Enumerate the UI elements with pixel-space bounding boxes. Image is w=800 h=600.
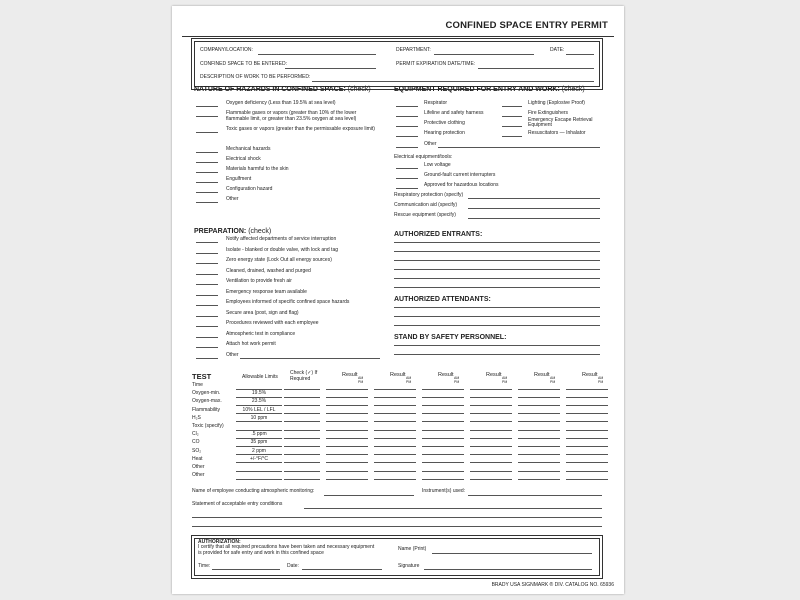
test-heading: TEST — [192, 372, 212, 381]
equipment-label: Hearing protection — [424, 130, 465, 136]
signature-field[interactable] — [424, 569, 592, 570]
prep-label: Attach hot work permit — [226, 341, 276, 347]
result-cell[interactable] — [566, 462, 608, 463]
electrical-item: Ground-fault current interrupters — [424, 172, 496, 178]
result-cell[interactable] — [422, 421, 464, 422]
prep-label: Atmospheric test in compliance — [226, 330, 296, 337]
result-cell[interactable] — [566, 413, 608, 414]
result-cell[interactable] — [326, 389, 368, 390]
electrical-item: Low voltage — [424, 162, 451, 168]
result-cell[interactable] — [470, 397, 512, 398]
standby-line[interactable] — [394, 345, 600, 346]
result-cell[interactable] — [326, 405, 368, 406]
equipment-checkbox[interactable] — [396, 136, 418, 137]
statement-label: Statement of acceptable entry conditions — [192, 501, 283, 507]
prep-label: Ventilation to provide fresh air — [226, 278, 292, 284]
employee-field[interactable] — [324, 495, 414, 496]
specify-field[interactable] — [468, 218, 600, 219]
prep-label: Procedures reviewed with each employee — [226, 320, 319, 326]
test-row-limit: 10% LEL / LFL — [242, 406, 276, 413]
result-header: Result — [438, 372, 454, 378]
result-cell[interactable] — [566, 389, 608, 390]
result-cell[interactable] — [566, 479, 608, 480]
equipment-checkbox[interactable] — [396, 126, 418, 127]
result-cell[interactable] — [518, 471, 560, 472]
result-cell[interactable] — [422, 389, 464, 390]
entrant-line[interactable] — [394, 278, 600, 279]
check-header: Check (✓) If Required — [290, 370, 318, 382]
result-cell[interactable] — [566, 454, 608, 455]
limit-line — [236, 421, 282, 422]
test-row-label: SO₂ — [192, 447, 202, 454]
result-header: Result — [534, 372, 550, 378]
result-cell[interactable] — [518, 413, 560, 414]
result-cell[interactable] — [518, 430, 560, 431]
electrical-checkbox[interactable] — [396, 168, 418, 169]
specify-field[interactable] — [468, 208, 600, 209]
instruments-field[interactable] — [468, 495, 602, 496]
hazard-label: Engulfment — [226, 176, 252, 182]
equipment-label: Respirator — [424, 100, 448, 106]
title-rule — [182, 36, 614, 37]
result-cell[interactable] — [422, 430, 464, 431]
entrant-line[interactable] — [394, 260, 600, 261]
name-field[interactable] — [432, 553, 592, 554]
result-cell[interactable] — [470, 479, 512, 480]
pm-label: PM — [454, 380, 460, 384]
hazard-checkbox[interactable] — [196, 162, 218, 163]
result-cell[interactable] — [470, 430, 512, 431]
check-cell[interactable] — [284, 446, 320, 447]
statement-line-3[interactable] — [192, 526, 602, 527]
hazard-label: Electrical shock — [226, 156, 261, 162]
hazard-label: Materials harmful to the skin — [226, 166, 289, 172]
result-cell[interactable] — [374, 438, 416, 439]
result-cell[interactable] — [422, 454, 464, 455]
preparation-heading: PREPARATION: (check) — [194, 228, 272, 235]
result-cell[interactable] — [566, 438, 608, 439]
result-cell[interactable] — [326, 454, 368, 455]
equipment-other-field[interactable] — [438, 147, 600, 148]
test-row-limit: 2 ppm — [252, 447, 266, 454]
equipment-heading: EQUIPMENT REQUIRED FOR ENTRY AND WORK: (check) — [394, 86, 585, 93]
result-cell[interactable] — [374, 421, 416, 422]
hazards-heading: NATURE OF HAZARDS IN CONFINED SPACE: (check) — [194, 86, 371, 93]
result-cell[interactable] — [566, 471, 608, 472]
specify-field[interactable] — [468, 198, 600, 199]
test-row-label: Other — [192, 464, 205, 470]
equipment-checkbox[interactable] — [502, 136, 522, 137]
check-cell[interactable] — [284, 479, 320, 480]
result-cell[interactable] — [518, 446, 560, 447]
result-cell[interactable] — [470, 421, 512, 422]
electrical-checkbox[interactable] — [396, 188, 418, 189]
test-row-label: Flammability — [192, 406, 221, 413]
am-label: AM — [598, 376, 604, 380]
am-label: AM — [550, 376, 556, 380]
attendant-line[interactable] — [394, 325, 600, 326]
test-row-limit: 10 ppm — [250, 414, 268, 421]
result-cell[interactable] — [326, 479, 368, 480]
form-title: CONFINED SPACE ENTRY PERMIT — [445, 20, 608, 31]
hazard-checkbox[interactable] — [196, 172, 218, 173]
test-row-label: Other — [192, 472, 205, 479]
result-cell[interactable] — [326, 397, 368, 398]
time-label: Time: — [198, 563, 211, 569]
department-label: DEPARTMENT: — [396, 47, 431, 53]
equipment-checkbox[interactable] — [396, 116, 418, 117]
test-row-label: Heat — [192, 455, 203, 462]
prep-checkbox[interactable] — [196, 347, 218, 348]
hazard-checkbox[interactable] — [196, 132, 218, 133]
equipment-other-checkbox[interactable] — [396, 147, 418, 148]
result-cell[interactable] — [326, 413, 368, 414]
instruments-label: Instrument(s) used: — [422, 488, 466, 494]
test-row-label: Time — [192, 382, 203, 388]
description-field[interactable] — [312, 81, 594, 82]
equipment-other-label: Other — [424, 141, 437, 147]
check-cell[interactable] — [284, 397, 320, 398]
equipment-checkbox[interactable] — [396, 106, 418, 107]
result-cell[interactable] — [470, 446, 512, 447]
result-cell[interactable] — [422, 397, 464, 398]
test-row-label: CO — [192, 439, 200, 446]
am-label: AM — [358, 376, 364, 380]
test-row-limit: 35 ppm — [250, 439, 268, 446]
result-cell[interactable] — [326, 430, 368, 431]
result-cell[interactable] — [518, 405, 560, 406]
result-cell[interactable] — [470, 462, 512, 463]
statement-line-1[interactable] — [304, 508, 602, 509]
am-label: AM — [502, 376, 508, 380]
hazard-checkbox[interactable] — [196, 116, 218, 117]
attendant-line[interactable] — [394, 316, 600, 317]
result-cell[interactable] — [566, 397, 608, 398]
expiration-field[interactable] — [478, 68, 594, 69]
limit-line — [236, 479, 282, 480]
check-cell[interactable] — [284, 389, 320, 390]
prep-checkbox[interactable] — [196, 326, 218, 327]
pm-label: PM — [358, 380, 364, 384]
equipment-label: Fire Extinguishers — [528, 110, 569, 116]
result-cell[interactable] — [374, 462, 416, 463]
attendants-heading: AUTHORIZED ATTENDANTS: — [394, 296, 491, 303]
hazard-checkbox[interactable] — [196, 152, 218, 153]
test-row-label: Oxygen-min. — [192, 390, 221, 397]
attendant-line[interactable] — [394, 307, 600, 308]
prep-checkbox[interactable] — [196, 242, 218, 243]
equipment-checkbox[interactable] — [502, 126, 522, 127]
electrical-item: Approved for hazardous locations — [424, 182, 499, 188]
hazard-checkbox[interactable] — [196, 202, 218, 203]
prep-checkbox[interactable] — [196, 263, 218, 264]
auth-date-label: Date: — [287, 563, 299, 569]
check-cell[interactable] — [284, 413, 320, 414]
result-cell[interactable] — [422, 479, 464, 480]
equipment-label: Emergency Escape Retrieval Equipment — [528, 117, 593, 128]
result-cell[interactable] — [518, 462, 560, 463]
result-cell[interactable] — [374, 430, 416, 431]
pm-label: PM — [502, 380, 508, 384]
footer-catalog: BRADY USA SIGNMARK ® DIV. CATALOG NO. 65936 — [491, 582, 614, 588]
result-cell[interactable] — [470, 438, 512, 439]
test-row-limit: +/-°F/°C — [249, 455, 269, 462]
authorization-title: AUTHORIZATION: — [198, 539, 241, 545]
equipment-label: Protective clothing — [424, 120, 465, 126]
result-cell[interactable] — [374, 479, 416, 480]
hazard-label: Toxic gases or vapors (greater than the permissable exposure limit) — [226, 126, 375, 132]
electrical-checkbox[interactable] — [396, 178, 418, 179]
check-cell[interactable] — [284, 454, 320, 455]
check-cell[interactable] — [284, 405, 320, 406]
result-cell[interactable] — [422, 462, 464, 463]
prep-label: Secure area (post, sign and flag) — [226, 309, 299, 316]
check-cell[interactable] — [284, 421, 320, 422]
test-row-limit: 23.5% — [251, 398, 267, 405]
result-cell[interactable] — [518, 479, 560, 480]
result-cell[interactable] — [470, 405, 512, 406]
result-cell[interactable] — [374, 413, 416, 414]
am-label: AM — [454, 376, 460, 380]
result-cell[interactable] — [422, 438, 464, 439]
entrant-line[interactable] — [394, 269, 600, 270]
result-header: Result — [486, 372, 502, 378]
result-cell[interactable] — [326, 438, 368, 439]
result-cell[interactable] — [326, 421, 368, 422]
permit-sheet — [172, 6, 624, 594]
result-header: Result — [390, 372, 406, 378]
specify-label: Communication aid (specify) — [394, 202, 458, 208]
electrical-label: Electrical equipment/tools: — [394, 154, 453, 160]
equipment-label: Resuscitators — Inhalator — [528, 130, 586, 136]
test-row-label: H₂S — [192, 414, 201, 421]
test-row-label: Toxic (specify) — [192, 423, 224, 429]
specify-label: Respiratory protection (specify) — [394, 192, 464, 198]
result-cell[interactable] — [422, 405, 464, 406]
standby-line[interactable] — [394, 354, 600, 355]
result-cell[interactable] — [518, 438, 560, 439]
limit-line — [236, 462, 282, 463]
time-field[interactable] — [212, 569, 280, 570]
auth-date-field[interactable] — [302, 569, 382, 570]
entrants-heading: AUTHORIZED ENTRANTS: — [394, 231, 483, 238]
prep-label: Zero energy state (Lock Out all energy sources) — [226, 257, 332, 263]
result-cell[interactable] — [566, 421, 608, 422]
hazard-checkbox[interactable] — [196, 106, 218, 107]
check-cell[interactable] — [284, 462, 320, 463]
hazard-label: Other — [226, 196, 239, 202]
check-cell[interactable] — [284, 438, 320, 439]
result-cell[interactable] — [470, 389, 512, 390]
equipment-checkbox[interactable] — [502, 106, 522, 107]
result-cell[interactable] — [566, 446, 608, 447]
result-cell[interactable] — [518, 397, 560, 398]
test-row-label: Cl₂ — [192, 431, 199, 438]
result-cell[interactable] — [374, 389, 416, 390]
test-row-limit: .5 ppm — [251, 431, 267, 438]
check-cell[interactable] — [284, 471, 320, 472]
allowable-header: Allowable Limits — [242, 374, 278, 380]
result-cell[interactable] — [374, 405, 416, 406]
result-cell[interactable] — [518, 421, 560, 422]
result-cell[interactable] — [326, 471, 368, 472]
hazard-checkbox[interactable] — [196, 192, 218, 193]
department-field[interactable] — [434, 54, 534, 55]
prep-checkbox[interactable] — [196, 295, 218, 296]
result-cell[interactable] — [518, 454, 560, 455]
prep-checkbox[interactable] — [196, 358, 218, 359]
hazard-label: Flammable gases or vapors (greater than 10% of the lower flammable limit, or greater than 23.5% oxygen at sea level) — [226, 110, 357, 122]
result-cell[interactable] — [566, 430, 608, 431]
limit-line — [236, 471, 282, 472]
specify-label: Rescue equipment (specify) — [394, 212, 456, 218]
result-cell[interactable] — [470, 454, 512, 455]
result-cell[interactable] — [326, 462, 368, 463]
pm-label: PM — [550, 380, 556, 384]
description-label: DESCRIPTION OF WORK TO BE PERFORMED: — [200, 74, 311, 80]
date-label: DATE: — [550, 47, 565, 53]
prep-label: Isolate - blanked or double valve, with lock and tag — [226, 246, 339, 253]
date-field[interactable] — [566, 54, 594, 55]
hazard-checkbox[interactable] — [196, 182, 218, 183]
prep-other-field[interactable] — [240, 358, 380, 359]
employee-label: Name of employee conducting atmospheric monitoring: — [192, 488, 315, 494]
equipment-label: Lifeline and safety harness — [424, 110, 484, 116]
result-cell[interactable] — [470, 471, 512, 472]
result-cell[interactable] — [374, 397, 416, 398]
prep-label: Cleaned, drained, washed and purged — [226, 267, 311, 274]
prep-label: Notify affected departments of service interruption — [226, 236, 337, 242]
result-cell[interactable] — [422, 446, 464, 447]
company-field[interactable] — [258, 54, 376, 55]
prep-checkbox[interactable] — [196, 316, 218, 317]
prep-checkbox[interactable] — [196, 274, 218, 275]
prep-checkbox[interactable] — [196, 305, 218, 306]
entrant-line[interactable] — [394, 251, 600, 252]
hazard-label: Oxygen deficiency (Less than 19.5% at sea level) — [226, 100, 336, 106]
name-label: Name (Print) — [398, 546, 427, 552]
equipment-checkbox[interactable] — [502, 116, 522, 117]
expiration-label: PERMIT EXPIRATION DATE/TIME: — [396, 61, 476, 67]
result-cell[interactable] — [374, 471, 416, 472]
pm-label: PM — [598, 380, 604, 384]
result-cell[interactable] — [470, 413, 512, 414]
authorization-text: I certify that all required precautions have been taken and necessary equipment is provided for safe entry and work in this confined space — [198, 544, 375, 556]
prep-label: Employees informed of specific confined space hazards — [226, 299, 350, 305]
prep-label: Emergency response team available — [226, 288, 307, 295]
signature-label: Signature — [398, 563, 420, 569]
result-cell[interactable] — [422, 471, 464, 472]
result-cell[interactable] — [374, 446, 416, 447]
prep-label: Other — [226, 351, 239, 358]
entrant-line[interactable] — [394, 242, 600, 243]
result-cell[interactable] — [518, 389, 560, 390]
prep-checkbox[interactable] — [196, 337, 218, 338]
space-label: CONFINED SPACE TO BE ENTERED: — [200, 61, 287, 67]
result-cell[interactable] — [422, 413, 464, 414]
hazard-label: Configuration hazard — [226, 186, 273, 192]
equipment-label: Lighting (Explosive Proof) — [528, 100, 585, 106]
entrant-line[interactable] — [394, 287, 600, 288]
result-header: Result — [582, 372, 598, 378]
result-cell[interactable] — [326, 446, 368, 447]
check-cell[interactable] — [284, 430, 320, 431]
standby-heading: STAND BY SAFETY PERSONNEL: — [394, 334, 507, 341]
company-label: COMPANY/LOCATION: — [200, 47, 253, 53]
hazard-label: Mechanical hazards — [226, 146, 271, 152]
test-row-label: Oxygen-max. — [192, 398, 222, 405]
result-cell[interactable] — [374, 454, 416, 455]
space-field[interactable] — [285, 68, 376, 69]
prep-checkbox[interactable] — [196, 253, 218, 254]
result-cell[interactable] — [566, 405, 608, 406]
test-row-limit: 19.5% — [251, 390, 267, 397]
am-label: AM — [406, 376, 412, 380]
result-header: Result — [342, 372, 358, 378]
prep-checkbox[interactable] — [196, 284, 218, 285]
pm-label: PM — [406, 380, 412, 384]
statement-line-2[interactable] — [192, 517, 602, 518]
